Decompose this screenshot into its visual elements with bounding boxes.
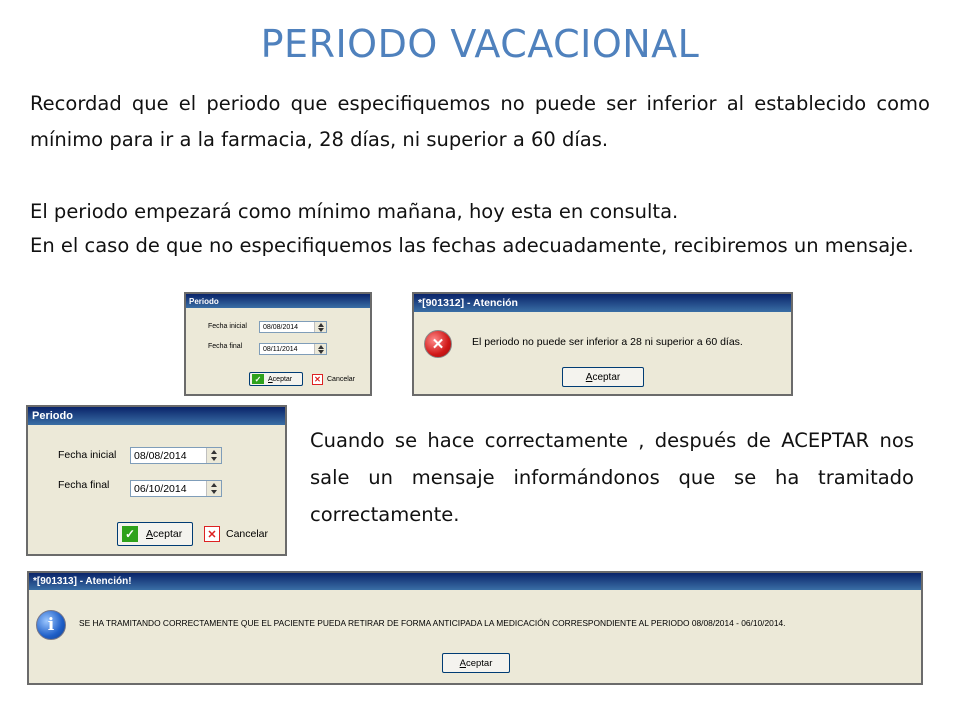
success-dialog-title: *[901313] - Atención! (33, 576, 132, 587)
cancel-button[interactable] (312, 372, 368, 386)
check-icon: ✓ (122, 526, 138, 542)
fecha-final-spinner[interactable] (206, 481, 221, 496)
error-dialog-titlebar (414, 294, 791, 312)
success-explanation-text: Cuando se hace correctamente , después de ACEPTAR nos sale un mensaje informándonos que se ha tramitado correctamente. (310, 429, 914, 526)
fecha-final-field[interactable] (130, 480, 222, 497)
accept-button[interactable] (117, 522, 193, 546)
periodo-dialog-small-titlebar (186, 294, 370, 308)
fecha-inicial-field[interactable] (130, 447, 222, 464)
success-dialog-titlebar (29, 573, 921, 590)
fecha-inicial-label: Fecha inicial (58, 449, 117, 461)
cancel-x-icon: ✕ (312, 374, 323, 385)
periodo-dialog-large (26, 405, 287, 556)
fecha-final-field[interactable] (259, 343, 327, 355)
success-accept-button[interactable] (442, 653, 510, 673)
success-dialog (27, 571, 923, 685)
periodo-dialog-large-titlebar (28, 407, 285, 425)
error-dialog-title: *[901312] - Atención (418, 297, 518, 309)
info-icon: i (36, 610, 66, 640)
paragraph-error-message: En el caso de que no especifiquemos las fechas adecuadamente, recibiremos un mensaje. (30, 234, 914, 257)
check-icon: ✓ (252, 374, 264, 384)
error-accept-button-label: Aceptar (585, 371, 621, 383)
fecha-inicial-spinner[interactable] (314, 322, 326, 332)
paragraph-periodo-start: El periodo empezará como mínimo mañana, hoy esta en consulta. (30, 200, 679, 223)
fecha-final-value: 06/10/2014 (134, 482, 187, 495)
cancel-button[interactable] (204, 522, 284, 546)
page-title: PERIODO VACACIONAL (260, 22, 700, 66)
fecha-final-label: Fecha final (208, 343, 243, 350)
paragraph-periodo-limits: Recordad que el periodo que especifiquemos no puede ser inferior al establecido como mínimo para ir a la farmacia, 28 días, ni superior a 60 días. (30, 92, 930, 151)
error-dialog (412, 292, 793, 396)
periodo-dialog-small (184, 292, 372, 396)
error-accept-button[interactable] (562, 367, 644, 387)
fecha-final-spinner[interactable] (314, 344, 326, 354)
fecha-final-label: Fecha final (58, 479, 110, 491)
cancel-x-icon: ✕ (204, 526, 220, 542)
accept-button-label: Aceptar (268, 375, 293, 383)
fecha-inicial-value: 08/08/2014 (263, 323, 299, 331)
cancel-button-label: Cancelar (226, 528, 269, 540)
success-accept-button-label: Aceptar (459, 657, 493, 669)
accept-button-label: Aceptar (146, 528, 183, 540)
fecha-inicial-spinner[interactable] (206, 448, 221, 463)
fecha-final-value: 08/11/2014 (263, 345, 298, 353)
fecha-inicial-value: 08/08/2014 (134, 449, 187, 462)
success-dialog-message: SE HA TRAMITANDO CORRECTAMENTE QUE EL PACIENTE PUEDA RETIRAR DE FORMA ANTICIPADA LA MEDICACIÓN CORRESPONDIENTE AL PERIODO 08/08/2014 - 06/10/2014. (79, 618, 786, 628)
fecha-inicial-field[interactable] (259, 321, 327, 333)
periodo-dialog-small-title: Periodo (189, 296, 219, 306)
accept-button[interactable] (249, 372, 303, 386)
error-icon: ✕ (424, 330, 452, 358)
periodo-dialog-large-title: Periodo (32, 410, 73, 422)
fecha-inicial-label: Fecha inicial (208, 323, 247, 330)
cancel-button-label: Cancelar (327, 375, 356, 383)
error-dialog-message: El periodo no puede ser inferior a 28 ni superior a 60 días. (472, 336, 743, 348)
